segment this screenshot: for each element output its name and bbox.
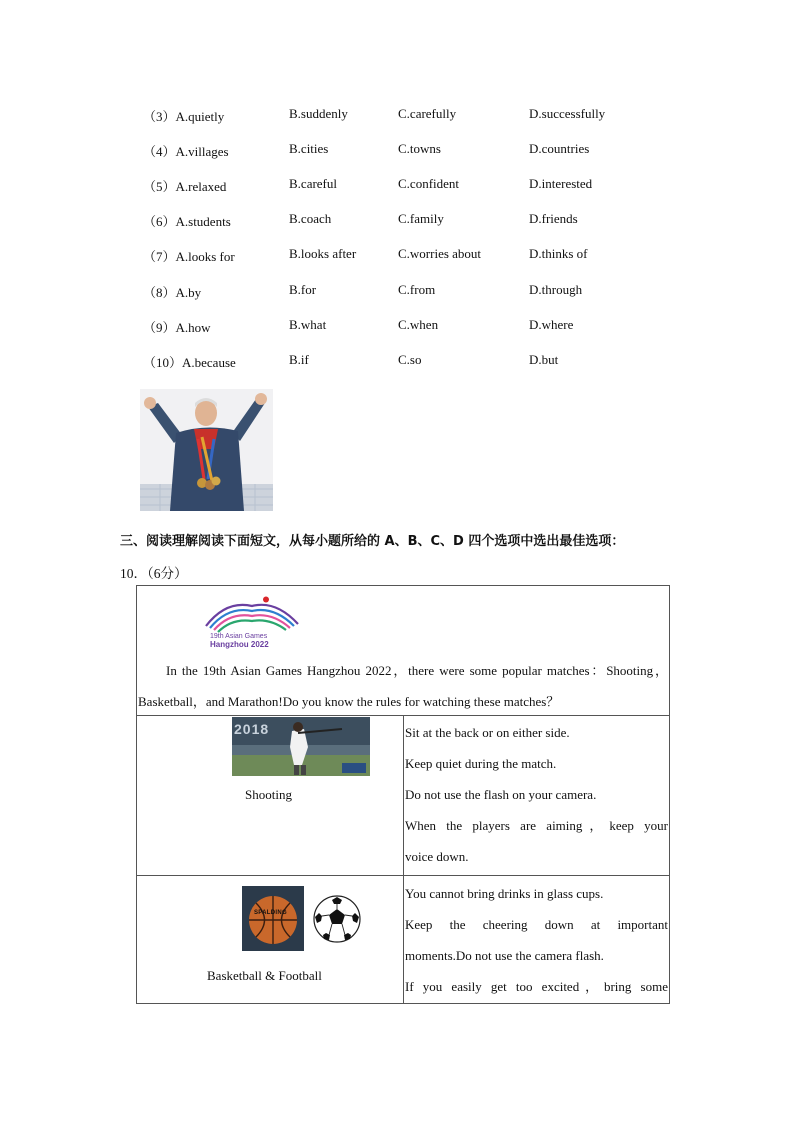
option-row: [0, 317, 794, 337]
option-b: B.suddenly: [289, 106, 348, 121]
shooting-photo: [232, 717, 370, 776]
option-b: B.cities: [289, 141, 329, 156]
option-row: [0, 211, 794, 231]
option-a: （10）A.because: [143, 355, 236, 370]
rule-line: When the players are aiming，keep your: [405, 818, 668, 833]
option-c: C.when: [398, 317, 439, 332]
option-b: B.coach: [289, 211, 332, 226]
option-a: （7）A.looks for: [143, 249, 235, 264]
option-b: B.careful: [289, 176, 338, 191]
rule-line: Keep quiet during the match.: [405, 756, 557, 771]
option-d: D.through: [529, 282, 583, 297]
shooting-rules: [405, 717, 668, 872]
shooting-label: Shooting: [245, 787, 292, 802]
option-row: [0, 176, 794, 196]
option-a: （6）A.students: [143, 214, 231, 229]
option-d: D.friends: [529, 211, 578, 226]
asian-games-logo: [200, 596, 304, 650]
option-row: [0, 352, 794, 372]
option-c: C.confident: [398, 176, 460, 191]
option-row: [0, 141, 794, 161]
rule-line: Do not use the flash on your camera.: [405, 787, 597, 802]
option-c: C.towns: [398, 141, 441, 156]
ball-rules: [405, 878, 668, 1002]
option-row: [0, 282, 794, 302]
option-d: D.countries: [529, 141, 590, 156]
rule-line: Keep the cheering down at important: [405, 917, 668, 932]
option-c: C.family: [398, 211, 444, 226]
option-a: （3）A.quietly: [143, 109, 225, 124]
logo-line-1: 19th Asian Games: [210, 633, 268, 640]
rule-line: You cannot bring drinks in glass cups.: [405, 886, 604, 901]
option-row: [0, 106, 794, 126]
option-row: [0, 246, 794, 266]
basketball-brand-text: SPALDING: [254, 910, 287, 916]
medalist-photo: [140, 389, 273, 511]
option-b: B.what: [289, 317, 327, 332]
ball-sports-label: Basketball & Football: [207, 968, 322, 983]
rule-line: voice down.: [405, 849, 469, 864]
rule-line: Sit at the back or on either side.: [405, 725, 570, 740]
basketball-image: [242, 886, 304, 951]
option-c: C.carefully: [398, 106, 457, 121]
option-a: （8）A.by: [143, 285, 202, 300]
logo-line-2: Hangzhou 2022: [210, 640, 269, 649]
option-c: C.worries about: [398, 246, 482, 261]
shooting-photo-text: 2018: [234, 721, 270, 737]
option-d: D.but: [529, 352, 559, 367]
option-d: D.thinks of: [529, 246, 588, 261]
rule-line: If you easily get too excited，bring some: [405, 979, 668, 994]
option-d: D.interested: [529, 176, 593, 191]
option-d: D.where: [529, 317, 574, 332]
option-a: （5）A.relaxed: [143, 179, 227, 194]
intro-text: In the 19th Asian Games Hangzhou 2022，there were some popular matches：Shooting，Basketball，and Marathon!Do you know the rules for watching these matches？: [138, 663, 668, 709]
option-a: （9）A.how: [143, 320, 211, 335]
football-image: [312, 889, 362, 949]
option-b: B.for: [289, 282, 317, 297]
option-d: D.successfully: [529, 106, 606, 121]
intro-paragraph: [138, 655, 668, 717]
section-heading: 三、阅读理解阅读下面短文，从每小题所给的 A、B、C、D 四个选项中选出最佳选项：: [120, 534, 625, 549]
option-a: （4）A.villages: [143, 144, 229, 159]
option-c: C.from: [398, 282, 436, 297]
option-b: B.if: [289, 352, 309, 367]
option-b: B.looks after: [289, 246, 357, 261]
question-number: 10．（6分）: [120, 566, 188, 581]
option-c: C.so: [398, 352, 422, 367]
rule-line: moments.Do not use the camera flash.: [405, 948, 604, 963]
